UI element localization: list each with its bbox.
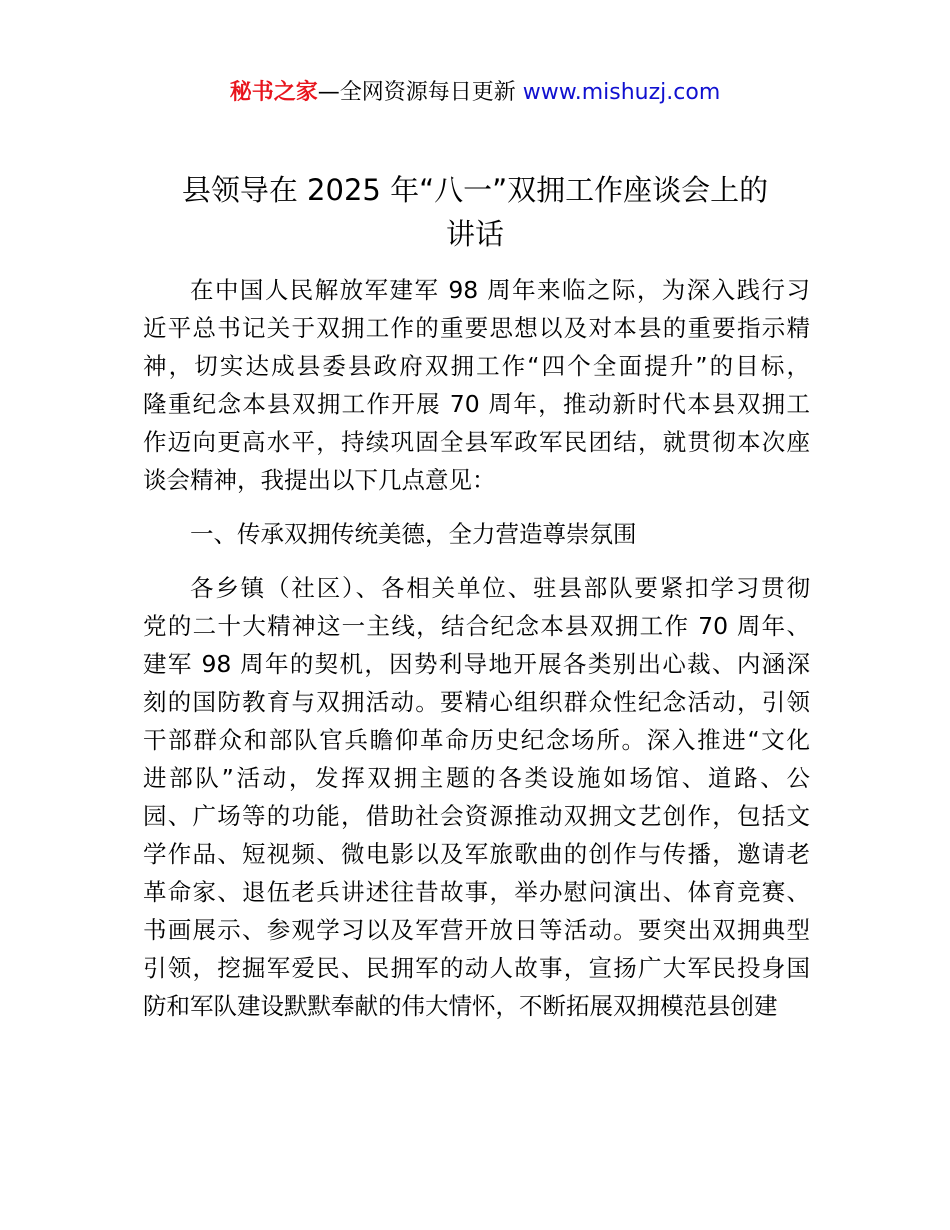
text-line: 园、广场等的功能，借助社会资源推动双拥文艺创作，包括文 [143, 802, 810, 830]
text-line: 防和军队建设默默奉献的伟大情怀，不断拓展双拥模范县创建 [143, 992, 778, 1020]
document-body [143, 271, 810, 1041]
text-line: 隆重纪念本县双拥工作开展 70 周年，推动新时代本县双拥工 [143, 390, 810, 418]
text-line: 各乡镇（社区）、各相关单位、驻县部队要紧扣学习贯彻 [190, 574, 810, 602]
text-line: 干部群众和部队官兵瞻仰革命历史纪念场所。深入推进“文化 [143, 726, 810, 754]
title-line: 讲话 [445, 217, 504, 251]
text-line: 学作品、短视频、微电影以及军旅歌曲的创作与传播，邀请老 [143, 840, 810, 868]
site-url-link[interactable]: www.mishuzj.com [522, 80, 721, 105]
text-line: 引领，挖掘军爱民、民拥军的动人故事，宣扬广大军民投身国 [143, 954, 810, 982]
text-line: 神，切实达成县委县政府双拥工作“四个全面提升”的目标， [143, 352, 810, 380]
text-line: 作迈向更高水平，持续巩固全县军政军民团结，就贯彻本次座 [143, 428, 810, 456]
brand-name: 秘书之家 [229, 80, 318, 105]
text-line: 谈会精神，我提出以下几点意见： [143, 466, 496, 494]
title-line: 县领导在 2025 年“八一”双拥工作座谈会上的 [181, 173, 769, 207]
text-line: 党的二十大精神这一主线，结合纪念本县双拥工作 70 周年、 [143, 612, 810, 640]
text-line: 在中国人民解放军建军 98 周年来临之际，为深入践行习 [190, 276, 810, 304]
section-heading [143, 515, 810, 553]
text-line: 近平总书记关于双拥工作的重要思想以及对本县的重要指示精 [143, 314, 810, 342]
banner-slogan: —全网资源每日更新 [317, 80, 516, 105]
paragraph [143, 271, 810, 499]
text-line: 革命家、退伍老兵讲述往昔故事，举办慰问演出、体育竞赛、 [143, 878, 810, 906]
document-title [120, 168, 830, 256]
text-line: 书画展示、参观学习以及军营开放日等活动。要突出双拥典型 [143, 916, 810, 944]
text-line: 一、传承双拥传统美德，全力营造尊崇氛围 [190, 520, 637, 548]
site-banner [0, 76, 950, 110]
paragraph [143, 569, 810, 1025]
text-line: 进部队”活动，发挥双拥主题的各类设施如场馆、道路、公 [143, 764, 810, 792]
text-line: 建军 98 周年的契机，因势利导地开展各类别出心裁、内涵深 [143, 650, 810, 678]
text-line: 刻的国防教育与双拥活动。要精心组织群众性纪念活动，引领 [143, 688, 810, 716]
